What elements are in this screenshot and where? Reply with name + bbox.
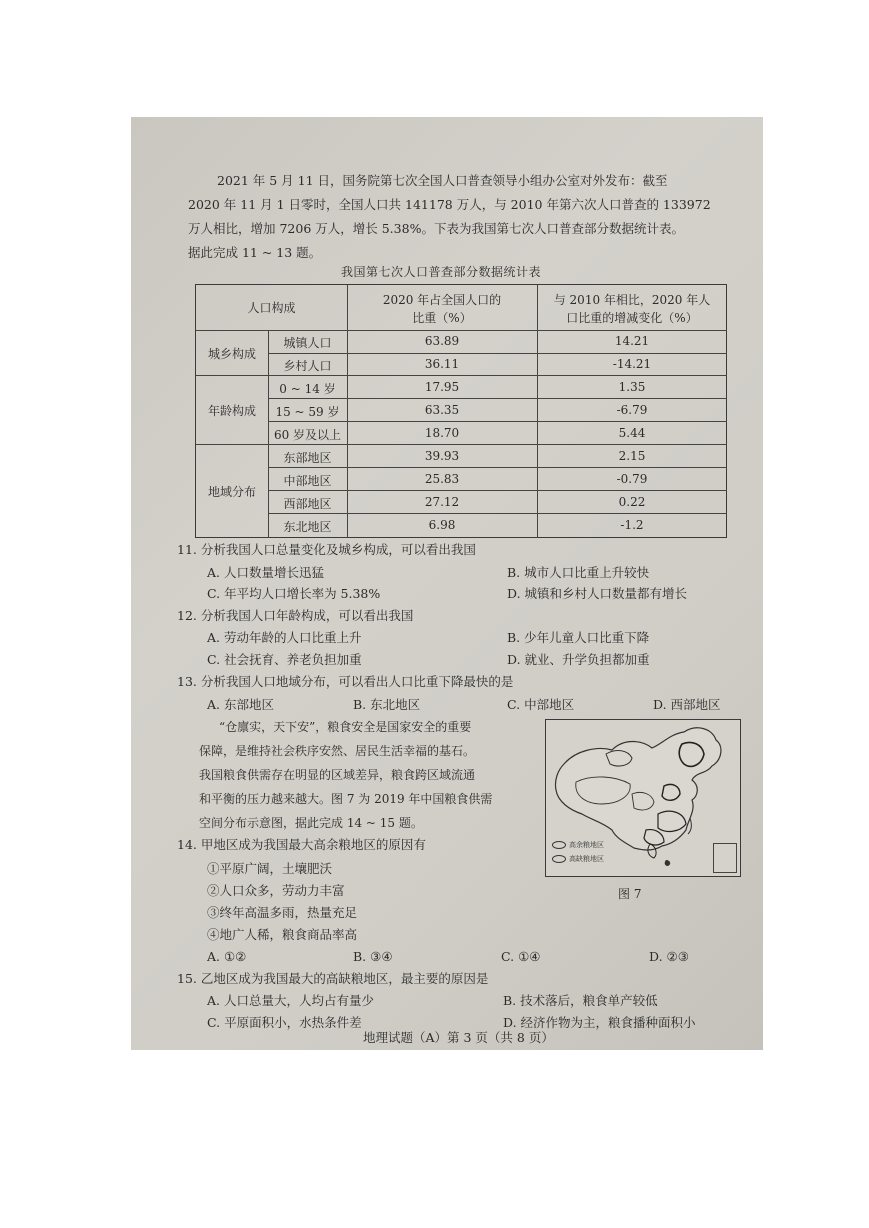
row-label: 东北地区	[283, 520, 332, 534]
photographed-exam-page	[131, 117, 763, 1050]
deficit-ellipse-icon	[552, 855, 566, 863]
row-change: -0.79	[616, 472, 648, 486]
q13-stem: 13. 分析我国人口地域分布，可以看出人口比重下降最快的是	[177, 674, 514, 689]
q14-option-a: A. ①②	[207, 949, 247, 964]
q15-option-c: C. 平原面积小，水热条件差	[207, 1015, 362, 1030]
china-grain-map	[545, 719, 741, 877]
q13-option-a: A. 东部地区	[207, 697, 274, 712]
row-label: 东部地区	[283, 451, 332, 465]
census-data-table	[195, 284, 727, 538]
figure-caption: 图 7	[618, 887, 642, 901]
passage2-line-4: 和平衡的压力越来越大。图 7 为 2019 年中国粮食供需	[199, 792, 493, 806]
row-change: 0.22	[618, 495, 646, 509]
surplus-ellipse-icon	[552, 841, 566, 849]
q14-option-b: B. ③④	[353, 949, 393, 964]
q14-statement-4: ④地广人稀，粮食商品率高	[207, 927, 358, 942]
row-label: 15 ~ 59 岁	[275, 405, 340, 419]
q15-option-b: B. 技术落后，粮食单产较低	[503, 993, 658, 1008]
q11-stem: 11. 分析我国人口总量变化及城乡构成，可以看出我国	[177, 542, 476, 557]
intro-line-4: 据此完成 11 ~ 13 题。	[188, 245, 322, 260]
q12-stem: 12. 分析我国人口年龄构成，可以看出我国	[177, 608, 414, 623]
table-caption: 我国第七次人口普查部分数据统计表	[341, 265, 542, 279]
q14-statement-1: ①平原广阔，土壤肥沃	[207, 861, 333, 876]
row-label: 0 ~ 14 岁	[279, 382, 336, 396]
q11-option-b: B. 城市人口比重上升较快	[507, 565, 650, 580]
q14-option-c: C. ①④	[501, 949, 541, 964]
legend-deficit	[552, 854, 604, 864]
group-urban-rural: 城乡构成	[207, 347, 256, 361]
intro-line-1: 2021 年 5 月 11 日，国务院第七次全国人口普查领导小组办公室对外发布：截至	[217, 173, 668, 188]
row-change: -6.79	[616, 403, 648, 417]
table-header-share-line2: 比重（%）	[412, 311, 472, 325]
row-share: 36.11	[424, 357, 460, 371]
passage2-line-5: 空间分布示意图，据此完成 14 ~ 15 题。	[199, 816, 423, 830]
passage2-line-1: “仓廪实，天下安”，粮食安全是国家安全的重要	[219, 720, 472, 734]
q15-option-d: D. 经济作物为主，粮食播种面积小	[503, 1015, 696, 1030]
row-share: 39.93	[424, 449, 460, 463]
q14-stem: 14. 甲地区成为我国最大高余粮地区的原因有	[177, 837, 426, 852]
table-header-share-line1: 2020 年占全国人口的	[382, 293, 502, 307]
row-share: 18.70	[424, 426, 460, 440]
row-change: 14.21	[614, 334, 650, 348]
row-label: 60 岁及以上	[273, 428, 342, 442]
south-china-sea-inset	[713, 843, 737, 873]
table-header-change-line1: 与 2010 年相比，2020 年人	[553, 293, 711, 307]
row-label: 中部地区	[283, 474, 332, 488]
q14-option-d: D. ②③	[649, 949, 689, 964]
row-change: -1.2	[620, 518, 644, 532]
q13-option-b: B. 东北地区	[353, 697, 421, 712]
row-change: 5.44	[618, 426, 646, 440]
legend-surplus	[552, 840, 604, 850]
q15-option-a: A. 人口总量大，人均占有量少	[207, 993, 374, 1008]
row-share: 63.35	[424, 403, 460, 417]
q11-option-c: C. 年平均人口增长率为 5.38%	[207, 586, 381, 601]
row-change: -14.21	[612, 357, 652, 371]
row-label: 城镇人口	[283, 336, 332, 350]
row-share: 63.89	[424, 334, 460, 348]
group-region: 地域分布	[207, 485, 256, 499]
row-change: 1.35	[618, 380, 646, 394]
row-share: 27.12	[424, 495, 460, 509]
row-share: 6.98	[428, 518, 456, 532]
q12-option-a: A. 劳动年龄的人口比重上升	[207, 630, 362, 645]
passage2-line-3: 我国粮食供需存在明显的区域差异，粮食跨区域流通	[199, 768, 476, 782]
row-share: 25.83	[424, 472, 460, 486]
table-header-composition: 人口构成	[247, 301, 296, 315]
page-footer: 地理试题（A）第 3 页（共 8 页）	[363, 1030, 554, 1045]
q12-option-d: D. 就业、升学负担都加重	[507, 652, 650, 667]
intro-line-3: 万人相比，增加 7206 万人，增长 5.38%。下表为我国第七次人口普查部分数据统计表。	[188, 221, 684, 236]
intro-line-2: 2020 年 11 月 1 日零时，全国人口共 141178 万人，与 2010 年第六次人口普查的 133972	[188, 197, 711, 212]
q13-option-d: D. 西部地区	[653, 697, 721, 712]
table-header-change-line2: 口比重的增减变化（%）	[566, 311, 698, 325]
row-label: 乡村人口	[283, 359, 332, 373]
q15-stem: 15. 乙地区成为我国最大的高缺粮地区，最主要的原因是	[177, 971, 489, 986]
legend-surplus-label: 高余粮地区	[569, 841, 604, 849]
legend-deficit-label: 高缺粮地区	[569, 855, 604, 863]
q11-option-a: A. 人口数量增长迅猛	[207, 565, 324, 580]
group-age: 年龄构成	[207, 404, 256, 418]
row-share: 17.95	[424, 380, 460, 394]
q14-statement-3: ③终年高温多雨，热量充足	[207, 905, 358, 920]
row-label: 西部地区	[283, 497, 332, 511]
q14-statement-2: ②人口众多，劳动力丰富	[207, 883, 345, 898]
map-legend	[550, 838, 626, 872]
passage2-line-2: 保障，是维持社会秩序安然、居民生活幸福的基石。	[199, 744, 476, 758]
q12-option-b: B. 少年儿童人口比重下降	[507, 630, 650, 645]
q12-option-c: C. 社会抚育、养老负担加重	[207, 652, 362, 667]
row-change: 2.15	[618, 449, 646, 463]
q13-option-c: C. 中部地区	[507, 697, 575, 712]
q11-option-d: D. 城镇和乡村人口数量都有增长	[507, 586, 688, 601]
